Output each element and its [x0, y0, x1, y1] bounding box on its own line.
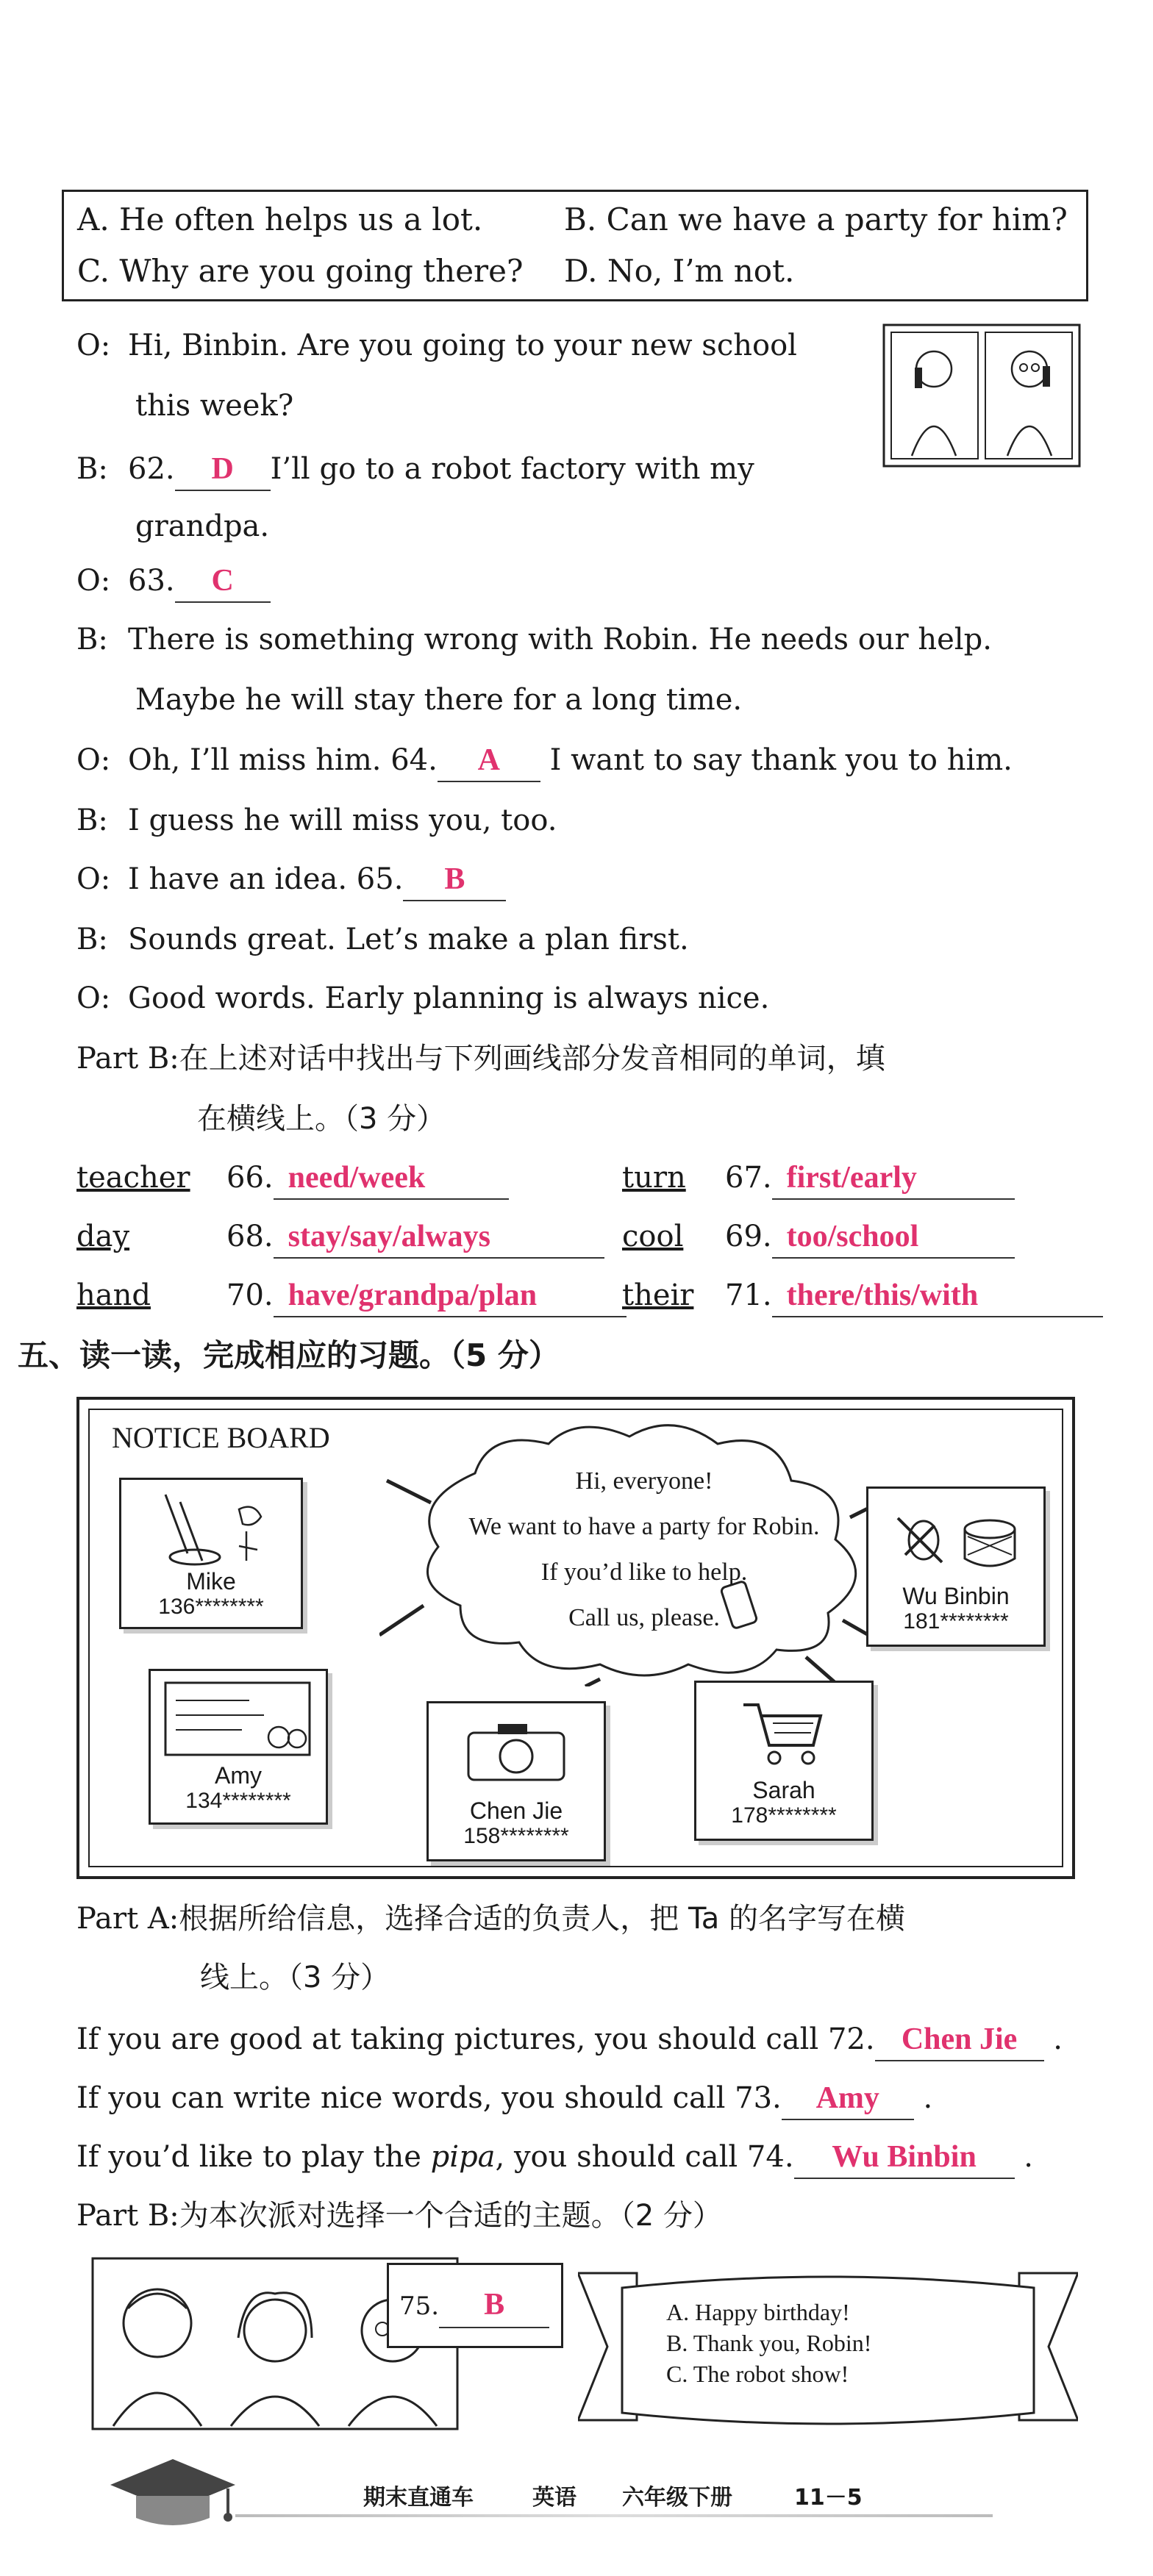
card-wu-binbin-name: Wu Binbin — [902, 1583, 1010, 1609]
cloud-line-2: We want to have a party for Robin. — [468, 1513, 820, 1540]
footer-book: 期末直通车 — [363, 2485, 474, 2511]
dialogue-line-7: O: I have an idea. 65. B — [76, 859, 506, 901]
partb-instruction: Part B:在上述对话中找出与下列画线部分发音相同的单词，填 — [76, 1042, 885, 1076]
option-b: B. Can we have a party for him? — [564, 201, 1068, 237]
theme-option-b: B. Thank you, Robin! — [666, 2330, 872, 2356]
card-amy-phone: 134******** — [185, 1789, 291, 1813]
partb-row-1: teacher 66. need/week — [76, 1157, 509, 1200]
dialogue-line-3: O: 63. C — [76, 560, 271, 603]
notice-board-title: NOTICE BOARD — [112, 1421, 330, 1454]
card-chen-jie — [426, 1701, 606, 1861]
card-mike — [119, 1478, 303, 1629]
graduation-cap-icon — [103, 2448, 243, 2529]
option-c: C. Why are you going there? — [77, 253, 524, 289]
footer-grade: 六年级下册 — [622, 2485, 732, 2511]
footer-subject: 英语 — [532, 2485, 576, 2511]
camera-icon — [461, 1711, 571, 1792]
card-sarah-name: Sarah — [752, 1777, 815, 1803]
option-a: A. He often helps us a lot. — [77, 201, 483, 237]
notice-board — [76, 1397, 1075, 1879]
option-d: D. No, I’m not. — [564, 253, 795, 289]
partb-instruction-2: 在横线上。（3 分） — [197, 1102, 446, 1136]
answer-66[interactable]: need/week — [274, 1157, 509, 1200]
card-sarah — [694, 1681, 874, 1841]
theme-options — [666, 2297, 871, 2389]
card-amy — [149, 1669, 328, 1825]
question-75: 75. B — [399, 2284, 549, 2328]
answer-70[interactable]: have/grandpa/plan — [274, 1275, 627, 1317]
cloud-line-3: If you’d like to help. — [540, 1559, 748, 1586]
answer-bubble-75 — [387, 2263, 563, 2348]
theme-option-c: C. The robot show! — [666, 2361, 849, 2387]
partb-row-1-right: turn 67. first/early — [622, 1157, 1015, 1200]
dialogue-line-1: O: Hi, Binbin. Are you going to your new school — [76, 329, 797, 362]
dialogue-line-8: B: Sounds great. Let’s make a plan first. — [76, 923, 689, 956]
card-wu-binbin-phone: 181******** — [903, 1609, 1009, 1634]
card-mike-name: Mike — [186, 1568, 236, 1595]
answer-73[interactable]: Amy — [782, 2078, 914, 2120]
answer-65[interactable]: B — [403, 859, 506, 901]
answer-71[interactable]: there/this/with — [772, 1275, 1103, 1317]
footer-rule — [235, 2514, 993, 2517]
question-73: If you can write nice words, you should call 73. Amy . — [76, 2078, 932, 2120]
footer-page: 11－5 — [794, 2485, 863, 2511]
partb2-instruction: Part B:为本次派对选择一个合适的主题。（2 分） — [76, 2199, 722, 2233]
partb-row-2: day 68. stay/say/always — [76, 1216, 604, 1259]
answer-68[interactable]: stay/say/always — [274, 1216, 604, 1259]
cloud-line-1: Hi, everyone! — [575, 1467, 713, 1495]
instruments-icon — [883, 1496, 1030, 1577]
answer-64[interactable]: A — [438, 740, 540, 782]
dialogue-line-1b: this week? — [135, 389, 294, 423]
card-chen-jie-name: Chen Jie — [469, 1797, 563, 1824]
answer-72[interactable]: Chen Jie — [875, 2019, 1044, 2061]
answer-62[interactable]: D — [175, 448, 271, 491]
dialogue-line-4b: Maybe he will stay there for a long time. — [135, 683, 743, 717]
answer-75[interactable]: B — [439, 2284, 549, 2328]
theme-option-a: A. Happy birthday! — [666, 2299, 850, 2325]
card-chen-jie-phone: 158******** — [463, 1824, 569, 1848]
dialogue-line-4: B: There is something wrong with Robin. He needs our help. — [76, 623, 992, 656]
dialogue-line-2b: grandpa. — [135, 509, 270, 543]
answer-69[interactable]: too/school — [772, 1216, 1015, 1259]
options-box — [62, 190, 1088, 301]
partb-row-3: hand 70. have/grandpa/plan — [76, 1275, 627, 1317]
section-5-title: 五、读一读，完成相应的习题。（5 分） — [18, 1337, 560, 1373]
card-mike-phone: 136******** — [158, 1595, 264, 1619]
dialogue-line-2: B: 62. D I’ll go to a robot factory with my — [76, 448, 754, 491]
cloud-text — [460, 1459, 828, 1641]
question-72: If you are good at taking pictures, you should call 72. Chen Jie . — [76, 2019, 1063, 2061]
writing-paper-icon — [161, 1678, 315, 1759]
calligraphy-brush-icon — [136, 1487, 283, 1568]
dialogue-line-5: O: Oh, I’ll miss him. 64. A I want to say thank you to him. — [76, 740, 1013, 782]
partb-row-3-right: their 71. there/this/with — [622, 1275, 1103, 1317]
parta-instruction-2: 线上。（3 分） — [200, 1961, 390, 1994]
cloud-line-4: Call us, please. — [568, 1604, 720, 1631]
answer-67[interactable]: first/early — [772, 1157, 1015, 1200]
dialogue-line-9: O: Good words. Early planning is always nice. — [76, 981, 770, 1015]
card-sarah-phone: 178******** — [731, 1803, 837, 1828]
answer-63[interactable]: C — [175, 560, 271, 603]
dialogue-line-6: B: I guess he will miss you, too. — [76, 804, 557, 837]
parta-instruction: Part A:根据所给信息，选择合适的负责人，把 Ta 的名字写在横 — [76, 1902, 906, 1936]
phone-call-illustration — [882, 323, 1081, 468]
card-wu-binbin — [866, 1486, 1046, 1647]
shopping-cart-icon — [736, 1690, 832, 1771]
partb-row-2-right: cool 69. too/school — [622, 1216, 1015, 1259]
question-74: If you’d like to play the pipa, you should call 74. Wu Binbin . — [76, 2136, 1033, 2179]
card-amy-name: Amy — [215, 1762, 262, 1789]
answer-74[interactable]: Wu Binbin — [794, 2136, 1015, 2179]
